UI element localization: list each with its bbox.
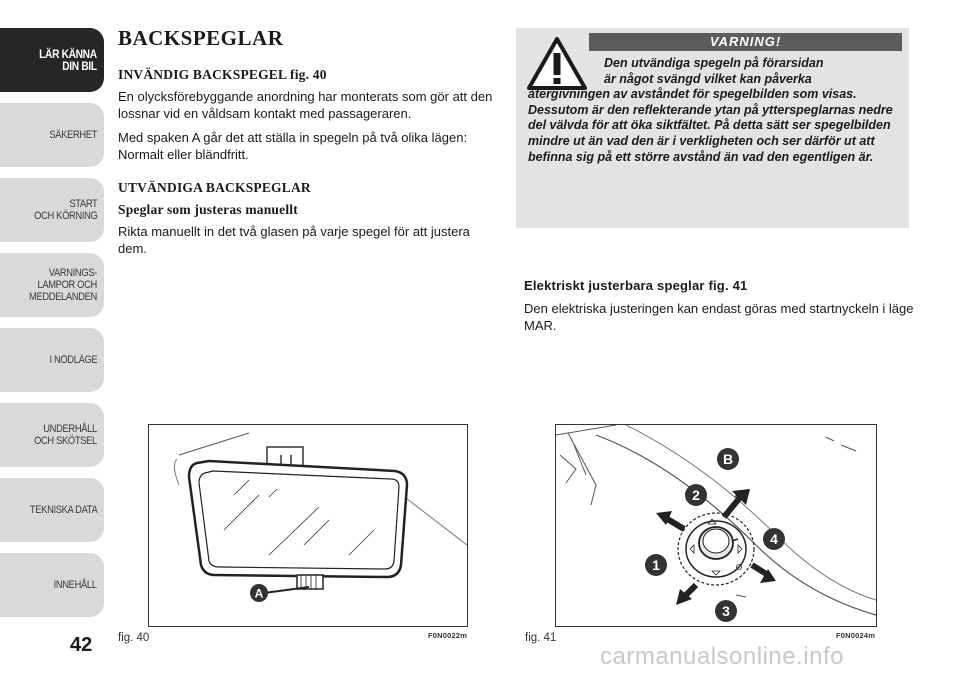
tab-varningslampor[interactable] xyxy=(0,253,104,317)
figure-code: F0N0022m xyxy=(428,631,468,640)
tab-label: START OCH KÖRNING xyxy=(33,198,97,222)
paragraph: En olycksförebyggande anordning har monterats som gör att den lossnar vid en våldsam kontakt med passageraren. xyxy=(118,89,493,121)
section-heading-exterior-mirrors: UTVÄNDIGA BACKSPEGLAR xyxy=(118,180,311,195)
tab-sakerhet[interactable] xyxy=(0,103,104,167)
callout-2-label: 2 xyxy=(692,487,700,503)
figure-caption: fig. 40 xyxy=(118,632,150,644)
warning-paragraph: Dessutom är den reflekterande ytan på ytterspeglarnas nedre del välvda för att öka siktfältet. På detta sätt ser spegelbilden mindre ut än vad den är i verkligheten och ser därför ut att befinna sig på ett större avstånd än vad den egentligen är. xyxy=(528,102,893,164)
callout-b-label: B xyxy=(722,451,734,467)
tab-lar-kanna-din-bil[interactable] xyxy=(0,28,104,92)
warning-title: VARNING! xyxy=(589,33,902,51)
tab-i-nodlage[interactable] xyxy=(0,328,104,392)
tab-underhall[interactable] xyxy=(0,403,104,467)
tab-tekniska-data[interactable] xyxy=(0,478,104,542)
callout-3-label: 3 xyxy=(722,603,730,619)
tab-label: LÄR KÄNNA DIN BIL xyxy=(39,47,97,73)
tab-label: INNEHÅLL xyxy=(53,579,97,591)
callout-4-label: 4 xyxy=(770,531,778,547)
page-number: 42 xyxy=(70,634,93,656)
watermark: carmanualsonline.info xyxy=(600,643,844,670)
interior-mirror-illustration xyxy=(149,425,467,626)
mirror-control-illustration xyxy=(556,425,876,626)
warning-box xyxy=(516,28,909,228)
warning-line: Den utvändiga spegeln på förarsidan xyxy=(604,56,824,70)
tab-label: VARNINGS- LAMPOR OCH MEDDELANDEN xyxy=(29,267,97,303)
section-heading-interior-mirror: INVÄNDIG BACKSPEGEL fig. 40 xyxy=(118,67,327,82)
tab-label: TEKNISKA DATA xyxy=(29,504,97,516)
chapter-tabs xyxy=(0,28,104,628)
tab-start-och-korning[interactable] xyxy=(0,178,104,242)
tab-label: SÄKERHET xyxy=(49,129,97,141)
warning-text xyxy=(528,56,900,165)
callout-a-label: A xyxy=(254,586,264,601)
tab-label: UNDERHÅLL OCH SKÖTSEL xyxy=(34,423,97,447)
warning-line: är något svängd vilket kan påverka xyxy=(604,71,812,86)
figure-interior-mirror xyxy=(148,424,468,627)
section-heading-electric-mirrors: Elektriskt justerbara speglar fig. 41 xyxy=(524,278,748,293)
figure-code: F0N0024m xyxy=(836,631,876,640)
right-column xyxy=(524,278,914,342)
tab-label: I NÖDLÄGE xyxy=(49,354,97,366)
paragraph: Rikta manuellt in det två glasen på varje spegel för att justera dem. xyxy=(118,224,470,256)
left-column xyxy=(118,26,496,265)
callout-1-label: 1 xyxy=(652,557,660,573)
sub-heading-manual-mirrors: Speglar som justeras manuellt xyxy=(118,202,298,217)
figure-caption: fig. 41 xyxy=(525,632,557,644)
paragraph: Med spaken A går det att ställa in spegeln på två olika lägen: Normalt eller bländfritt. xyxy=(118,130,468,162)
page-title: BACKSPEGLAR xyxy=(118,26,284,50)
warning-line: återgivningen av avståndet för spegelbilden som visas. xyxy=(528,87,857,102)
figure-mirror-control xyxy=(555,424,877,627)
paragraph: Den elektriska justeringen kan endast göras med startnyckeln i läge MAR. xyxy=(524,301,914,333)
tab-innehall[interactable] xyxy=(0,553,104,617)
